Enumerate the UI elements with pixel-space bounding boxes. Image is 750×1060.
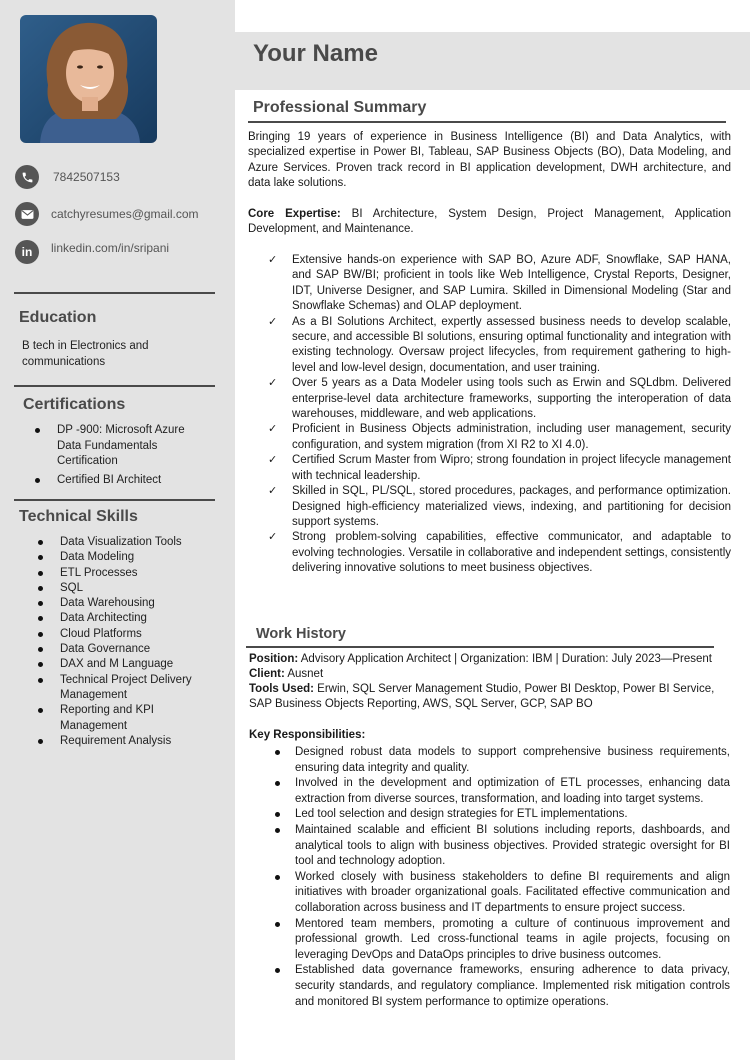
position-line xyxy=(249,652,739,667)
email-address: catchyresumes@gmail.com xyxy=(51,207,199,221)
profile-photo xyxy=(20,15,157,143)
checkmark-icon: ✓ xyxy=(268,454,278,467)
summary-highlight: ✓ Skilled in SQL, PL/SQL, stored procedures, packages, and performance optimization. Designed high-efficiency materialized views, indexing, and partitioning for decision support systems. xyxy=(268,485,731,528)
linkedin-icon: in xyxy=(15,240,39,264)
summary-highlight: ✓ Proficient in Business Objects administration, including user management, security configuration, and system migration (from XI R2 to XI 4.0). xyxy=(268,423,731,451)
responsibility-item: Worked closely with business stakeholders to define BI requirements and align initiatives with broader organizational goals. Facilitated effective communication and collaboration across business and IT departments to ensure project success. xyxy=(273,870,730,917)
linkedin-url: linkedin.com/in/sripani xyxy=(51,241,170,255)
responsibility-item: Maintained scalable and efficient BI solutions including reports, dashboards, and analytical tools to align with business objectives. Provided strategic oversight for BI tool and technology adoption. xyxy=(273,823,730,870)
client-line xyxy=(249,667,729,682)
work-history-heading: Work History xyxy=(256,626,346,642)
summary-highlight: ✓ As a BI Solutions Architect, expertly assessed business needs to develop scalable, secure, and accessible BI solutions, ensuring optimal functionality and integration with existing technology. Oversaw project lifecycles, from requirement gathering to high-level and low-level design, documentation, and user training. xyxy=(268,315,731,374)
email-contact[interactable] xyxy=(15,202,199,226)
certifications-list xyxy=(35,423,205,488)
education-heading: Education xyxy=(19,309,97,326)
core-expertise-label: Core Expertise: xyxy=(248,208,341,220)
position-label: Position: xyxy=(249,653,299,665)
responsibility-item: Established data governance frameworks, ensuring adherence to data privacy, security standards, and regulatory compliance. Implemented risk mitigation controls and monitored BI system performance to optimize operations. xyxy=(273,963,730,1010)
professional-summary-heading: Professional Summary xyxy=(253,99,427,116)
skills-list xyxy=(38,535,208,749)
divider xyxy=(14,385,215,387)
education-degree: B tech in Electronics and communications xyxy=(22,340,149,368)
divider xyxy=(14,499,215,501)
skill-item: Technical Project Delivery Management xyxy=(38,673,208,704)
technical-skills-heading: Technical Skills xyxy=(19,508,138,525)
full-name: Your Name xyxy=(253,40,378,67)
divider xyxy=(246,646,714,648)
divider xyxy=(248,121,726,123)
certifications-heading: Certifications xyxy=(23,396,126,413)
linkedin-contact[interactable] xyxy=(15,240,169,264)
skill-item: Data Warehousing xyxy=(38,596,208,611)
skill-item: Data Modeling xyxy=(38,550,208,565)
certification-item: DP -900: Microsoft Azure Data Fundamentals Certification xyxy=(35,423,205,470)
position-text: Advisory Application Architect | Organization: IBM | Duration: July 2023—Present xyxy=(298,653,712,665)
phone-icon xyxy=(15,165,39,189)
envelope-icon xyxy=(15,202,39,226)
core-expertise xyxy=(248,207,731,238)
responsibility-item: Led tool selection and design strategies for ETL implementations. xyxy=(273,807,730,823)
name-header xyxy=(235,32,750,90)
sidebar xyxy=(0,0,235,1060)
tools-text: Erwin, SQL Server Management Studio, Power BI Desktop, Power BI Service, SAP Business Objects Reporting, AWS, SQL Server, GCP, SAP BO xyxy=(249,683,715,711)
client-label: Client: xyxy=(249,668,285,680)
skill-item: Data Governance xyxy=(38,642,208,657)
skill-item: Data Visualization Tools xyxy=(38,535,208,550)
responsibility-item: Involved in the development and optimization of ETL processes, enhancing data extraction from diverse sources, transformation, and loading into target systems. xyxy=(273,776,730,807)
checkmark-icon: ✓ xyxy=(268,423,278,436)
summary-highlight: ✓ Over 5 years as a Data Modeler using tools such as Erwin and SQLdbm. Delivered enterprise-level data architecture frameworks, supporting the interoperation of data warehouses, middleware, and web applications. xyxy=(268,377,731,421)
key-responsibilities-label: Key Responsibilities: xyxy=(249,729,366,741)
checkmark-icon: ✓ xyxy=(268,377,278,390)
skill-item: Cloud Platforms xyxy=(38,627,208,642)
skill-item: Data Architecting xyxy=(38,611,208,626)
skill-item: SQL xyxy=(38,581,208,596)
checkmark-icon: ✓ xyxy=(268,315,278,328)
phone-contact[interactable] xyxy=(15,165,120,189)
skill-item: DAX and M Language xyxy=(38,657,208,672)
client-text: Ausnet xyxy=(284,668,324,680)
skill-item: Reporting and KPI Management xyxy=(38,703,208,734)
summary-highlight: ✓ Strong problem-solving capabilities, effective communicator, and adaptable to evolving technologies. Versatile in collaborative and independent settings, consistently delivering innovative solutions to meet business objectives. xyxy=(268,531,731,575)
checkmark-icon: ✓ xyxy=(268,531,278,544)
phone-number: 7842507153 xyxy=(53,170,120,184)
responsibility-item: Designed robust data models to support comprehensive business requirements, ensuring data integrity and quality. xyxy=(273,745,730,776)
tools-line xyxy=(249,682,734,713)
checkmark-icon: ✓ xyxy=(268,485,278,498)
summary-highlight: ✓ Certified Scrum Master from Wipro; strong foundation in project lifecycle management with technical leadership. xyxy=(268,454,731,482)
divider xyxy=(14,292,215,294)
core-expertise-text: BI Architecture, System Design, Project Management, Application Development, and Maintenance. xyxy=(248,208,731,236)
tools-label: Tools Used: xyxy=(249,683,314,695)
skill-item: Requirement Analysis xyxy=(38,734,208,749)
summary-highlights xyxy=(268,253,731,577)
responsibility-item: Mentored team members, promoting a culture of continuous improvement and professional growth. Led cross-functional teams in agile projects, focusing on leveraging DevOps and DataOps principles to drive business outcomes. xyxy=(273,917,730,964)
responsibilities-list xyxy=(273,745,730,1010)
skill-item: ETL Processes xyxy=(38,566,208,581)
summary-highlight: ✓ Extensive hands-on experience with SAP BO, Azure ADF, Snowflake, SAP HANA, and SAP BW/BI; proficient in tools like Web Intelligence, Crystal Reports, Designer, IDT, Universe Designer, and SAP Lumira. Skilled in Dimensional Modeling (Star and Snowflake Schemas) and OLAP deployment. xyxy=(268,254,731,313)
checkmark-icon: ✓ xyxy=(268,254,278,266)
summary-intro: Bringing 19 years of experience in Business Intelligence (BI) and Data Analytics, with specialized expertise in Power BI, Tableau, SAP Business Objects (BO), Data Modeling, and Azure Services. Proven track record in BI application development, DWH architecture, and data lake solutions. xyxy=(248,131,731,190)
certification-item: Certified BI Architect xyxy=(35,473,205,489)
